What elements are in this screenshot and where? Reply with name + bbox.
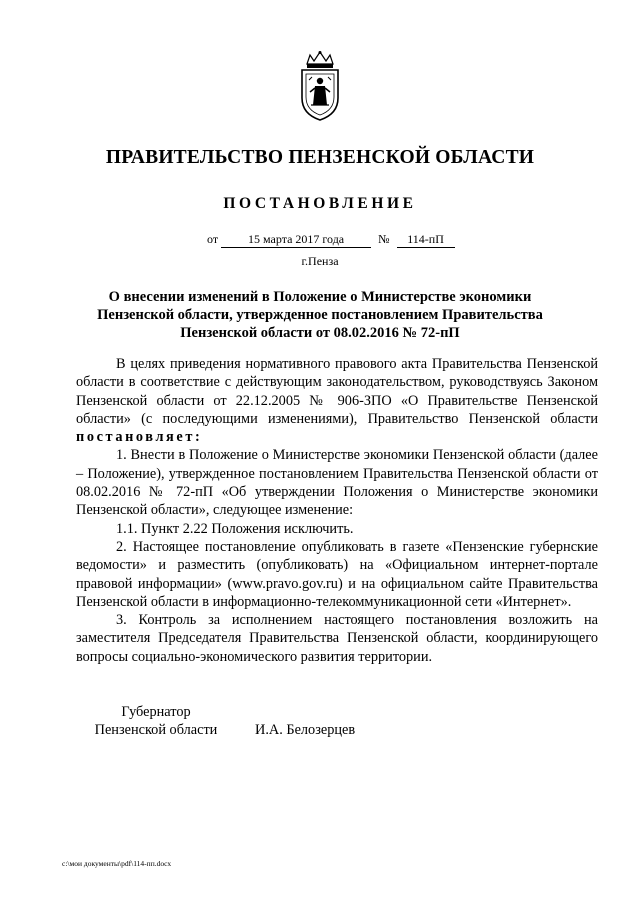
resolves-word: постановляет: [76, 429, 203, 446]
preamble-text: В целях приведения нормативного правового акта Правительства Пензенской области в соответствие с действующим законодательством, руководствуясь Законом Пензенской области от 22.12.2005 № 906-ЗПО «О Правительстве Пензенской области» (с последующими изменениями), Правительство Пензенской области [76, 356, 598, 427]
coat-of-arms-icon [298, 50, 342, 122]
document-type: ПОСТАНОВЛЕНИЕ [223, 195, 417, 212]
item-paragraph: 3. Контроль за исполнением настоящего постановления возложить на заместителя Председателя Правительства Пензенской области, координирующего вопросы социально-экономического развития территории. [76, 612, 598, 665]
signer-position [86, 703, 226, 740]
document-body [76, 355, 598, 666]
document-number: 114-пП [397, 232, 455, 248]
city: г.Пенза [301, 254, 339, 268]
item-paragraph: 1.1. Пункт 2.22 Положения исключить. [116, 520, 354, 537]
preamble-paragraph [76, 355, 598, 446]
number-prefix: № [378, 232, 390, 246]
signer-position-line1: Губернатор [121, 704, 191, 720]
date-number-line [207, 232, 455, 248]
item-paragraph: 1. Внести в Положение о Министерстве экономики Пензенской области (далее – Положение), утвержденное постановлением Правительства Пензенской области от 08.02.2016 № 72-пП «Об утверждении Положения о Министерстве экономики Пензенской области», следующее изменение: [76, 447, 598, 519]
signer-name: И.А. Белозерцев [255, 722, 356, 738]
document-subject: О внесении изменений в Положение о Министерстве экономики Пензенской области, утвержденное постановлением Правительства Пензенской области от 08.02.2016 № 72-пП [97, 289, 543, 341]
signer-position-line2: Пензенской области [94, 722, 218, 739]
date-prefix: от [207, 232, 219, 246]
organization-title: ПРАВИТЕЛЬСТВО ПЕНЗЕНСКОЙ ОБЛАСТИ [105, 147, 535, 168]
file-path-footer: c:\мои документы\pdf\114-пп.docx [62, 859, 172, 868]
document-date: 15 марта 2017 года [221, 232, 371, 248]
item-paragraph: 2. Настоящее постановление опубликовать в газете «Пензенские губернские ведомости» и разместить (опубликовать) на «Официальном интернет-портале правовой информации» (www.pravo.gov.ru) и на официальном сайте Правительства Пензенской области в информационно-телекоммуникационной сети «Интернет». [76, 538, 598, 610]
